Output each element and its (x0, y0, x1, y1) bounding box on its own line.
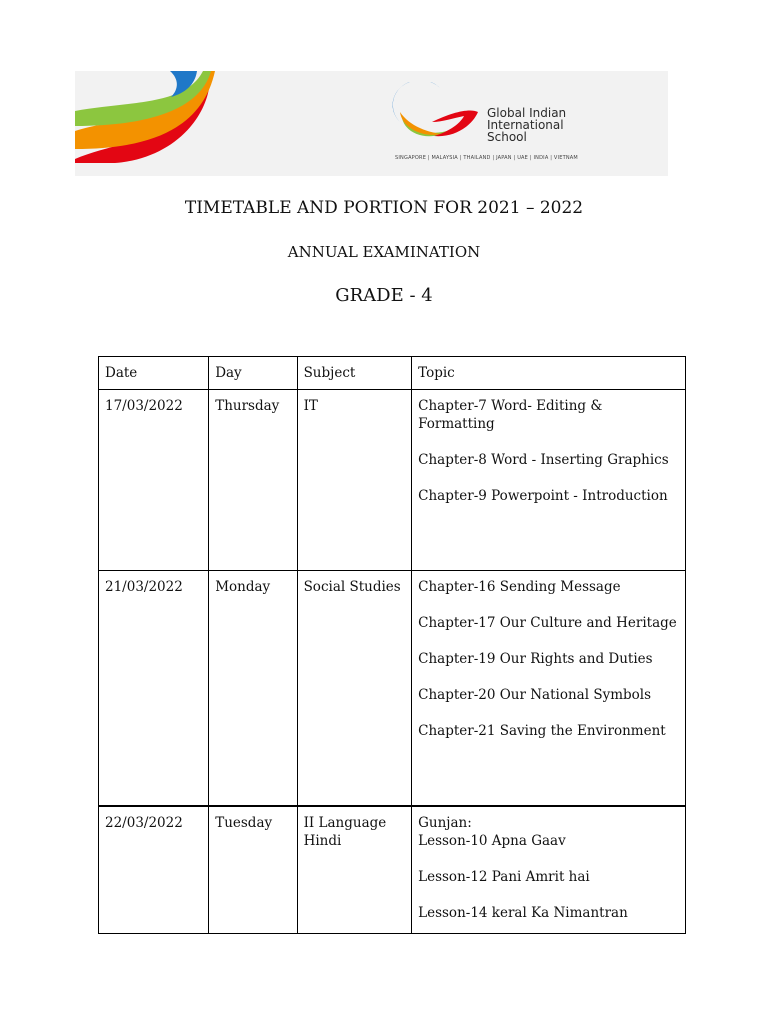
timetable (98, 356, 686, 934)
grade-heading: GRADE - 4 (335, 285, 433, 306)
page-title: TIMETABLE AND PORTION FOR 2021 – 2022 (184, 198, 584, 218)
school-name-line: International (487, 118, 564, 132)
header-day: Day (209, 357, 297, 390)
cell-topic (412, 571, 686, 807)
topic-item: Lesson-14 keral Ka Nimantran (418, 905, 628, 921)
cell-topic (412, 390, 686, 571)
topic-item: Chapter-8 Word - Inserting Graphics (418, 452, 669, 468)
exam-subtitle: ANNUAL EXAMINATION (287, 243, 481, 261)
topic-book-title: Gunjan: (418, 815, 472, 831)
topic-item: Lesson-12 Pani Amrit hai (418, 869, 590, 885)
topic-item (418, 814, 679, 850)
table-row (99, 806, 686, 934)
decorative-swoosh-icon (75, 71, 215, 163)
header-date: Date (99, 357, 209, 390)
cell-subject: II Language Hindi (297, 806, 412, 934)
topic-item: Chapter-16 Sending Message (418, 579, 621, 595)
country-list: SINGAPORE | MALAYSIA | THAILAND | JAPAN | UAE | INDIA | VIETNAM (395, 155, 578, 161)
cell-date: 17/03/2022 (99, 390, 209, 571)
header-topic: Topic (412, 357, 686, 390)
cell-day: Tuesday (209, 806, 297, 934)
topic-item-text: Lesson-10 Apna Gaav (418, 833, 566, 849)
cell-day: Thursday (209, 390, 297, 571)
table-row (99, 390, 686, 571)
table-row (99, 571, 686, 807)
header-subject: Subject (297, 357, 412, 390)
topic-item: Chapter-17 Our Culture and Heritage (418, 615, 677, 631)
topic-item: Chapter-9 Powerpoint - Introduction (418, 488, 668, 504)
school-name-line: School (487, 130, 527, 144)
topic-item: Chapter-19 Our Rights and Duties (418, 651, 653, 667)
school-name-line: Global Indian (487, 106, 567, 120)
topic-item: Chapter-21 Saving the Environment (418, 723, 666, 739)
cell-date: 21/03/2022 (99, 571, 209, 807)
topic-item: Chapter-7 Word- Editing & Formatting (418, 398, 603, 432)
cell-subject: Social Studies (297, 571, 412, 807)
topic-item: Chapter-20 Our National Symbols (418, 687, 652, 703)
cell-date: 22/03/2022 (99, 806, 209, 934)
cell-day: Monday (209, 571, 297, 807)
cell-topic (412, 806, 686, 934)
school-logo-icon (392, 82, 482, 144)
cell-subject: IT (297, 390, 412, 571)
school-name (487, 107, 566, 143)
table-header-row (99, 357, 686, 390)
